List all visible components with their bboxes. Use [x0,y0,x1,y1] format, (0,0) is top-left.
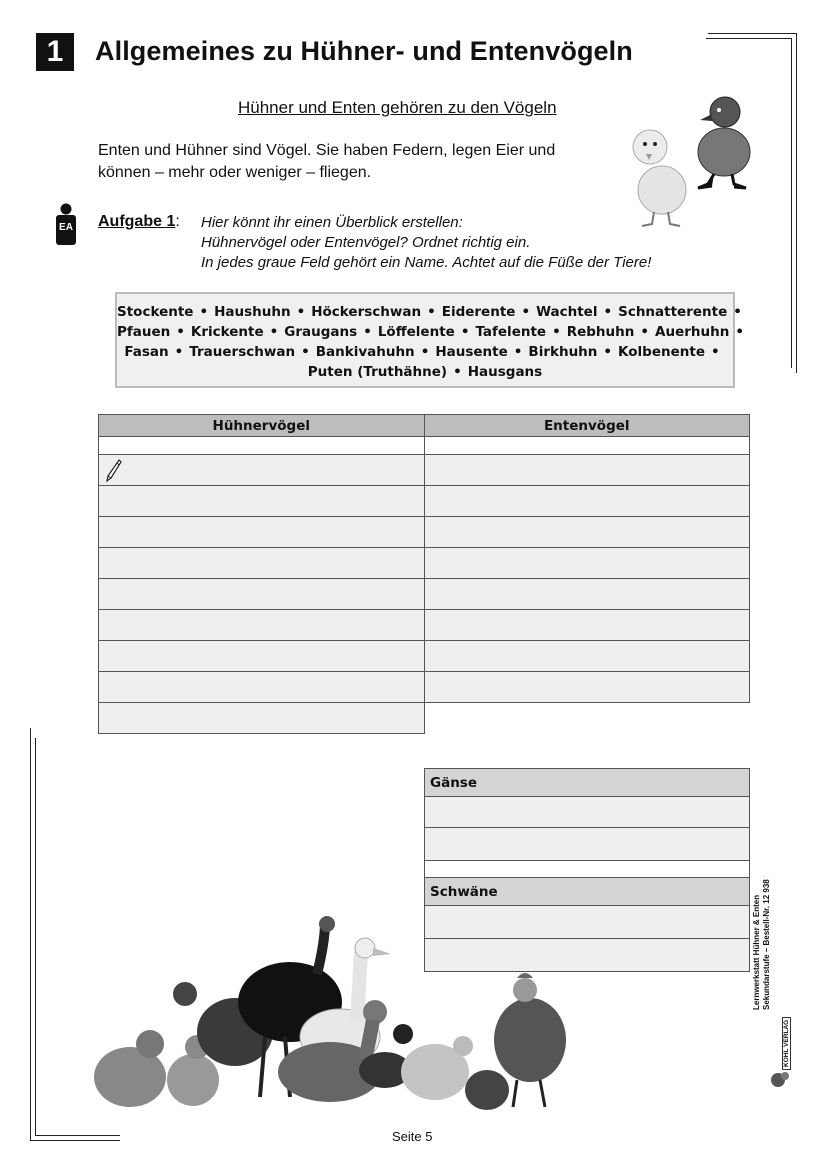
word-item: Kolbenente [618,344,705,360]
word-item: Trauerschwan [189,344,296,360]
answer-cell-gaense[interactable] [425,797,750,828]
vertical-footer-text [752,879,772,1010]
word-item: Auerhuhn [655,324,730,340]
bullet-separator: • [427,304,436,320]
bullet-separator: • [603,304,613,320]
section-subtitle: Hühner und Enten gehören zu den Vögeln [238,98,557,117]
answer-cell-huehner[interactable] [99,579,425,610]
answer-cell-huehner[interactable] [99,486,425,517]
word-item: Haushuhn [214,304,291,320]
frame-line-right [796,33,797,373]
word-box-line [117,362,733,382]
task-line: Hühnervögel oder Entenvögel? Ordnet richtig ein. [201,234,531,251]
bullet-separator: • [453,364,462,380]
page-title: Allgemeines zu Hühner- und Entenvögeln [95,36,633,66]
publisher-name: KOHL VERLAG [782,1017,791,1070]
word-item: Hausente [435,344,508,360]
swans-header: Schwäne [425,878,750,906]
answer-cell-huehner[interactable] [99,455,425,486]
spacer-cell [424,437,750,455]
vertical-footer-line: Sekundarstufe – Bestell-Nr. 12 938 [762,879,771,1010]
frame-line-bottom [30,1140,120,1141]
frame-line-top [708,33,796,34]
answer-cell-enten[interactable] [424,548,750,579]
frame-line-left-inner [35,738,36,1136]
word-box-line [117,322,744,342]
word-item: Krickente [190,324,264,340]
bullet-separator: • [301,344,310,360]
word-item: Bankivahuhn [315,344,415,360]
bullet-separator: • [174,344,184,360]
answer-cell-huehner[interactable] [99,703,425,734]
word-item: Birkhuhn [528,344,598,360]
bullet-separator: • [735,324,744,340]
bullet-separator: • [269,324,279,340]
pencil-icon [106,459,122,483]
task-label [98,213,180,231]
word-item: Stockente [117,304,194,320]
bullet-separator: • [296,304,306,320]
answer-cell-huehner[interactable] [99,610,425,641]
word-item: Löffelente [377,324,455,340]
task-line: Hier könnt ihr einen Überblick erstellen: [201,214,463,231]
task-label-text: Aufgabe 1 [98,213,176,230]
answer-cell-huehner[interactable] [99,672,425,703]
answer-cell-enten[interactable] [424,486,750,517]
bullet-separator: • [460,324,470,340]
bullet-separator: • [733,304,742,320]
bullet-separator: • [363,324,372,340]
task-colon: : [175,213,180,230]
column-header-entenvoegel: Entenvögel [424,415,750,437]
spacer-cell [425,861,750,878]
chick-duckling-illustration [612,92,760,232]
word-item: Wachtel [536,304,598,320]
word-box-line [117,302,742,322]
word-item: Hausgans [467,364,543,380]
bullet-separator: • [521,304,531,320]
bullet-separator: • [513,344,523,360]
word-item: Höckerschwan [311,304,422,320]
classification-table [98,414,750,734]
page-number: Seite 5 [392,1129,433,1144]
word-item: Tafelente [475,324,547,340]
answer-cell-enten[interactable] [424,672,750,703]
answer-cell-huehner[interactable] [99,641,425,672]
bullet-separator: • [640,324,650,340]
word-item: Graugans [284,324,358,340]
word-item: Rebhuhn [566,324,635,340]
bullet-separator: • [603,344,613,360]
word-box [115,292,744,388]
answer-cell-huehner[interactable] [99,548,425,579]
answer-cell-enten[interactable] [424,610,750,641]
answer-cell-gaense[interactable] [425,828,750,861]
answer-cell-huehner[interactable] [99,517,425,548]
answer-cell-enten[interactable] [424,517,750,548]
bullet-separator: • [420,344,430,360]
bullet-separator: • [710,344,720,360]
frame-line-left [30,728,31,1140]
publisher-logo [770,1019,796,1092]
task-instructions [201,213,651,273]
task-line: In jedes graue Feld gehört ein Name. Achtet auf die Füße der Tiere! [201,254,652,271]
answer-cell-enten[interactable] [424,641,750,672]
frame-line-top-inner [706,38,792,39]
word-item: Fasan [124,344,169,360]
word-item: Eiderente [441,304,516,320]
intro-text [98,140,608,184]
bullet-separator: • [199,304,209,320]
person-ea-icon [50,203,82,245]
intro-line: Enten und Hühner sind Vögel. Sie haben Federn, legen Eier und [98,142,556,159]
answer-cell-enten[interactable] [424,455,750,486]
geese-header: Gänse [425,769,750,797]
word-item: Schnatterente [618,304,728,320]
empty-cell [424,703,750,734]
word-item: Puten (Truthähne) [307,364,448,380]
frame-line-right-inner [791,38,792,368]
word-item: Pfauen [117,324,171,340]
bullet-separator: • [176,324,185,340]
publisher-logo-icon [770,1070,792,1090]
svg-text:EA: EA [59,222,73,233]
frame-line-bottom-inner [35,1135,120,1136]
spacer-cell [99,437,425,455]
word-box-line [117,342,733,362]
vertical-footer-line: Lernwerkstatt Hühner & Enten [752,894,761,1010]
answer-cell-enten[interactable] [424,579,750,610]
intro-line: können – mehr oder weniger – fliegen. [98,164,372,181]
poultry-group-illustration [85,912,575,1117]
chapter-number: 1 [36,33,74,71]
bullet-separator: • [552,324,561,340]
column-header-huehnervoegel: Hühnervögel [99,415,425,437]
